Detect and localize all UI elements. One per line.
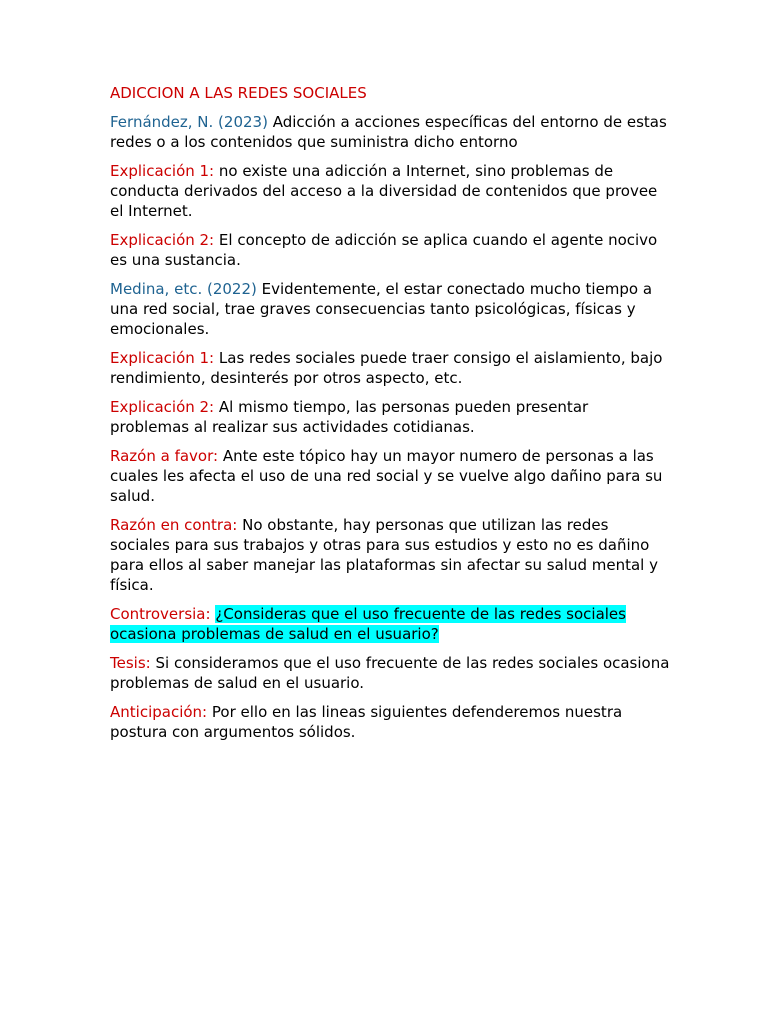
paragraph-label: Razón a favor:: [110, 447, 219, 465]
paragraph-text: no existe una adicción a Internet, sino problemas de conducta derivados del acceso a la diversidad de contenidos que provee el Internet.: [110, 162, 658, 220]
paragraph-list: [110, 112, 670, 742]
paragraph-text: Las redes sociales puede traer consigo el aislamiento, bajo rendimiento, desinterés por otros aspecto, etc.: [110, 349, 663, 387]
paragraph-text: Ante este tópico hay un mayor numero de personas a las cuales les afecta el uso de una red social y se vuelve algo dañino para su salud.: [110, 447, 663, 505]
paragraph: [110, 397, 670, 437]
paragraph: [110, 348, 670, 388]
paragraph-text: Por ello en las lineas siguientes defenderemos nuestra postura con argumentos sólidos.: [110, 703, 623, 741]
paragraph: [110, 515, 670, 595]
paragraph-text: Si consideramos que el uso frecuente de las redes sociales ocasiona problemas de salud en el usuario.: [110, 654, 670, 692]
paragraph-label: Explicación 1:: [110, 162, 215, 180]
document-page: [110, 83, 670, 751]
paragraph: [110, 161, 670, 221]
paragraph-label: Tesis:: [110, 654, 151, 672]
paragraph-label: Explicación 2:: [110, 398, 215, 416]
paragraph-text: ¿Consideras que el uso frecuente de las redes sociales ocasiona problemas de salud en el usuario?: [110, 605, 626, 643]
paragraph-label: Controversia:: [110, 605, 211, 623]
paragraph-text: Al mismo tiempo, las personas pueden presentar problemas al realizar sus actividades cotidianas.: [110, 398, 589, 436]
paragraph-label: Explicación 2:: [110, 231, 215, 249]
paragraph-label: Anticipación:: [110, 703, 208, 721]
paragraph-text: Evidentemente, el estar conectado mucho tiempo a una red social, trae graves consecuencias tanto psicológicas, físicas y emocionales.: [110, 280, 653, 338]
paragraph: [110, 279, 670, 339]
paragraph-label: Razón en contra:: [110, 516, 238, 534]
paragraph-text: El concepto de adicción se aplica cuando el agente nocivo es una sustancia.: [110, 231, 658, 269]
paragraph: [110, 604, 670, 644]
document-title: ADICCION A LAS REDES SOCIALES: [110, 84, 367, 102]
paragraph-label: Fernández, N. (2023): [110, 113, 268, 131]
paragraph-label: Medina, etc. (2022): [110, 280, 257, 298]
paragraph: [110, 112, 670, 152]
paragraph: [110, 702, 670, 742]
paragraph: [110, 446, 670, 506]
paragraph-label: Explicación 1:: [110, 349, 215, 367]
paragraph: [110, 653, 670, 693]
paragraph: [110, 230, 670, 270]
paragraph-text: Adicción a acciones específicas del entorno de estas redes o a los contenidos que suministra dicho entorno: [110, 113, 667, 151]
paragraph-text: No obstante, hay personas que utilizan las redes sociales para sus trabajos y otras para sus estudios y esto no es dañino para ellos al saber manejar las plataformas sin afectar su salud mental y física.: [110, 516, 658, 594]
